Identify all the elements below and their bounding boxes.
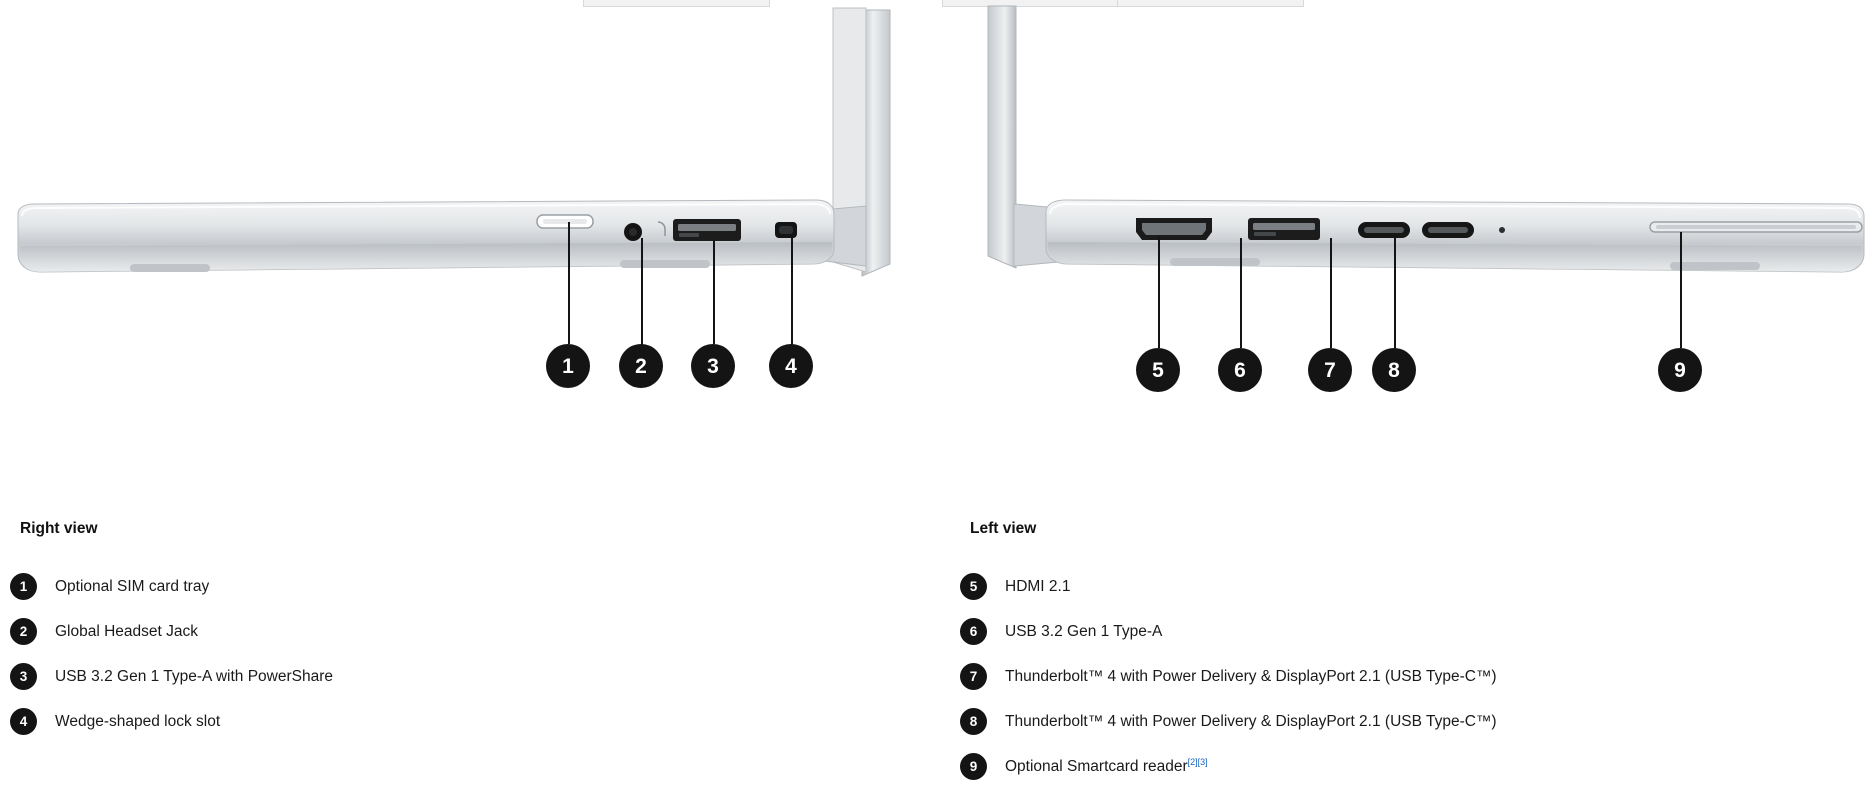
callout-8: 8 bbox=[1372, 348, 1416, 392]
legend-right-view bbox=[10, 520, 910, 744]
legend-label-7: Thunderbolt™ 4 with Power Delivery & DisplayPort 2.1 (USB Type-C™) bbox=[1005, 667, 1497, 685]
port-usb-a-left bbox=[1248, 218, 1320, 240]
list-item bbox=[960, 654, 1840, 699]
legend-badge-9: 9 bbox=[960, 753, 987, 780]
legend-left-view bbox=[960, 520, 1840, 789]
legend-badge-5: 5 bbox=[960, 573, 987, 600]
leader-line-3 bbox=[713, 240, 715, 344]
list-item bbox=[10, 654, 910, 699]
leader-line-8 bbox=[1394, 238, 1396, 348]
legend-label-6: USB 3.2 Gen 1 Type-A bbox=[1005, 622, 1163, 640]
port-usb-c-1 bbox=[1358, 222, 1410, 238]
laptop-left-view-illustration bbox=[980, 0, 1868, 300]
port-usb-a bbox=[673, 219, 741, 241]
legend-left-title: Left view bbox=[970, 520, 1037, 537]
legend-label-5: HDMI 2.1 bbox=[1005, 577, 1071, 595]
leader-line-4 bbox=[791, 238, 793, 346]
laptop-right-view-illustration bbox=[0, 0, 920, 300]
list-item bbox=[960, 744, 1840, 789]
callout-4: 4 bbox=[769, 344, 813, 388]
legend-right-title: Right view bbox=[20, 520, 98, 537]
callout-9: 9 bbox=[1658, 348, 1702, 392]
leader-line-5 bbox=[1158, 236, 1160, 348]
list-item bbox=[960, 564, 1840, 609]
port-hdmi bbox=[1136, 218, 1212, 240]
leader-line-9 bbox=[1680, 232, 1682, 348]
callout-2: 2 bbox=[619, 344, 663, 388]
legend-badge-4: 4 bbox=[10, 708, 37, 735]
legend-label-3: USB 3.2 Gen 1 Type-A with PowerShare bbox=[55, 667, 334, 685]
legend-label-9-text: Optional Smartcard reader bbox=[1005, 758, 1188, 776]
indicator-dot bbox=[1499, 227, 1505, 233]
leader-line-6 bbox=[1240, 238, 1242, 348]
port-lock-slot bbox=[775, 222, 797, 238]
list-item bbox=[960, 699, 1840, 744]
list-item bbox=[960, 609, 1840, 654]
callout-7: 7 bbox=[1308, 348, 1352, 392]
footnote-marker[interactable]: [2][3] bbox=[1187, 756, 1208, 767]
callout-3: 3 bbox=[691, 344, 735, 388]
port-smartcard-reader bbox=[1650, 222, 1862, 232]
callout-1: 1 bbox=[546, 344, 590, 388]
port-sim-tray bbox=[537, 215, 593, 228]
legend-label-9 bbox=[1005, 757, 1208, 776]
legend-badge-1: 1 bbox=[10, 573, 37, 600]
leader-line-2 bbox=[641, 238, 643, 346]
legend-badge-7: 7 bbox=[960, 663, 987, 690]
list-item bbox=[10, 609, 910, 654]
callout-6: 6 bbox=[1218, 348, 1262, 392]
legend-label-1: Optional SIM card tray bbox=[55, 577, 210, 595]
port-usb-c-2 bbox=[1422, 222, 1474, 238]
leader-line-7 bbox=[1330, 238, 1332, 348]
legend-badge-3: 3 bbox=[10, 663, 37, 690]
legend-label-2: Global Headset Jack bbox=[55, 622, 199, 640]
legend-badge-2: 2 bbox=[10, 618, 37, 645]
list-item bbox=[10, 699, 910, 744]
list-item bbox=[10, 564, 910, 609]
legend-label-8: Thunderbolt™ 4 with Power Delivery & DisplayPort 2.1 (USB Type-C™) bbox=[1005, 712, 1497, 730]
callout-5: 5 bbox=[1136, 348, 1180, 392]
leader-line-1 bbox=[568, 222, 570, 344]
legend-badge-6: 6 bbox=[960, 618, 987, 645]
legend-label-4: Wedge-shaped lock slot bbox=[55, 712, 221, 730]
legend-badge-8: 8 bbox=[960, 708, 987, 735]
